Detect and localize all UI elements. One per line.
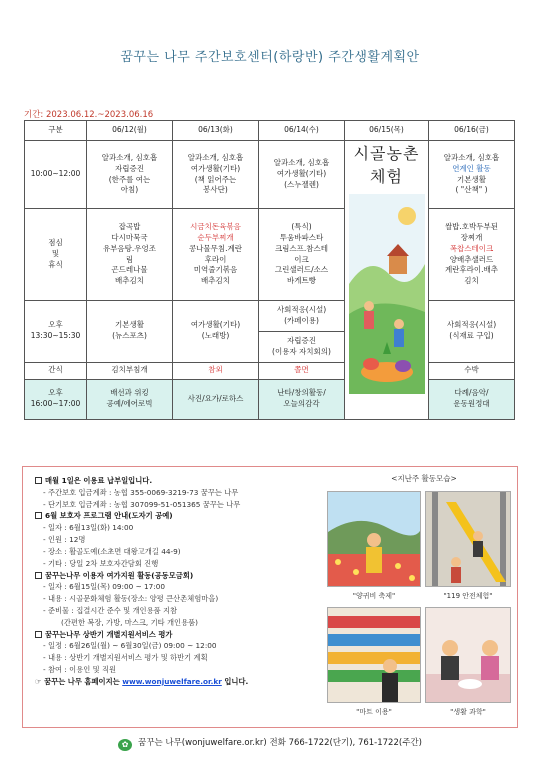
header-wed: 06/14(수) [259,121,345,141]
cell-tue-snack: 참외 [173,362,259,379]
cell-mon-late: 배선과 위킹 공예/에어로빅 [87,379,173,419]
photo-poppy-festival [327,491,421,587]
header-tue: 06/13(화) [173,121,259,141]
checkbox-icon [35,477,42,484]
pointer-icon: ☞ [35,676,45,686]
notice-line: - 참여 : 이용인 및 직원 [43,665,117,674]
notice-line: - 내용 : 시골문화체험 활동(장소: 양평 큰산촌체험마을) [43,594,219,604]
cell-fri-morning: 알과소개, 심호흡 연계인 활동 기본생활 ( "산책" ) [429,141,515,209]
cell-fri-late: 다례/음악/ 운동원정대 [429,379,515,419]
cell-mon-afternoon: 기본생활 (뉴스포츠) [87,301,173,363]
checkbox-icon [35,512,42,519]
weekly-schedule-table [24,120,515,420]
cell-fri-afternoon: 사회적응(시설) (식재료 구입) [429,301,515,363]
photo-mart-visit [327,607,421,703]
checkbox-icon [35,631,42,638]
notice-box [22,466,518,728]
row-label-afternoon: 오후 13:30~15:30 [25,301,87,363]
cell-thu-event [345,141,429,420]
row-label-snack: 간식 [25,362,87,379]
row-label-lunch: 점심 및 휴식 [25,209,87,301]
row-label-morning: 10:00~12:00 [25,141,87,209]
notice-line: - 주간보호 입금계좌 : 농협 355-0069-3219-73 꿈꾸는 나무 [43,487,239,497]
cell-mon-morning: 알과소개, 심호흡 자립증진 (한주를 여는 아침) [87,141,173,209]
cell-mon-snack: 김치부침개 [87,362,173,379]
period: 기간: 2023.06.12.~2023.06.16 [24,110,154,120]
photo-life-science [425,607,511,703]
photo-caption-3: "마트 이용" [356,708,392,716]
notice-line: - 단기보호 입금계좌 : 농협 307099-51-051365 꿈꾸는 나무 [43,499,241,509]
homepage-link[interactable]: www.wonjuwelfare.or.kr [122,676,222,686]
notice-line: - 장소 : 활골도예(소초면 대왕고개길 44-9) [43,546,181,556]
photo-caption-4: "생활 과학" [450,708,486,716]
notice-leisure-support: 꿈꾸는나무 이용자 여가지원 활동(공동모금회) [35,570,325,582]
header-fri: 06/16(금) [429,121,515,141]
photo-caption-1: "양귀비 축제" [352,592,396,600]
header-category: 구분 [25,121,87,141]
notice-line: - 준비물 : 집결시간 준수 및 개인용품 지참 [43,605,178,615]
checkbox-icon [35,572,42,579]
notice-payment: 매월 1일은 이용료 납부일입니다. [35,475,325,487]
notice-line: - 기타 : 당일 2차 보호자간담회 진행 [43,558,159,568]
cell-wed-late: 난타/창의활동/ 오늘의감각 [259,379,345,419]
cell-wed-morning: 알과소개, 심호흡 여가생활(기타) (스누젤렌) [259,141,345,209]
cell-tue-lunch: 시금치돈육볶음 순두부찌개 콩나물무침.계란 후라이 미역줄기볶음 배추김치 [173,209,259,301]
cell-wed-lunch: (특식) 투움바파스타 크림스프.참스테 이크 그린샐러드/소스 바게트빵 [259,209,345,301]
notice-line: - 내용 : 상반기 개별지원서비스 평가 및 하반기 계획 [43,653,208,663]
photos-heading: <지난주 활동모습> [391,474,457,483]
cell-tue-morning: 알과소개, 심호흡 여가생활(기타) (책 읽어주는 봉사단) [173,141,259,209]
notice-evaluation: 꿈꾸는나무 상반기 개별지원서비스 평가 [35,629,325,641]
header-thu: 06/15(목) [345,121,429,141]
footer: ✿ 꿈꾸는 나무(wonjuwelfare.or.kr) 전화 766-1722(단기), 761-1722(주간) [0,736,540,751]
notice-line: - 인원 : 12명 [43,535,86,545]
notice-guardian-program: 6월 보호자 프로그램 안내(도자기 공예) [35,510,325,522]
notice-list [35,475,325,688]
page-title: 꿈꾸는 나무 주간보호센터(하랑반) 주간생활계획안 [120,50,420,65]
notice-line: - 일자 : 6월13일(화) 14:00 [43,523,134,533]
cell-wed-afternoon: 사회적응(시설) (카페이용) 자립증진 (이용자 자치회의) [259,301,345,363]
row-label-late: 오후 16:00~17:00 [25,379,87,419]
notice-line: - 일정 : 6월26일(월) ~ 6월30일(금) 09:00 ~ 12:00 [43,641,217,651]
cell-fri-snack: 수박 [429,362,515,379]
notice-homepage: ☞ 꿈꾸는 나무 홈페이지는 www.wonjuwelfare.or.kr 입니다. [35,676,249,686]
cell-tue-late: 사진/요가/로하스 [173,379,259,419]
cell-tue-afternoon: 여가생활(기타) (노래방) [173,301,259,363]
cell-mon-lunch: 잡곡밥 다시마묵국 유부음탕.우엉조 림 곤드레나물 배추김치 [87,209,173,301]
notice-line: (간편한 복장, 가방, 마스크, 기타 개인용품) [61,617,199,627]
cell-fri-lunch: 쌀밥.호박두부된 장찌개 폭찹스테이크 양배추샐러드 계란후라이.배추 김치 [429,209,515,301]
photo-caption-2: "119 안전체험" [443,592,493,600]
tree-logo-icon: ✿ [118,739,132,751]
cell-wed-snack: 쫄면 [259,362,345,379]
header-mon: 06/12(월) [87,121,173,141]
photo-safety-experience [425,491,511,587]
event-title: 시골농촌 체험 [353,144,420,187]
notice-line: - 일자 : 6월15일(목) 09:00 ~ 17:00 [43,582,166,592]
farm-illustration [349,194,425,394]
